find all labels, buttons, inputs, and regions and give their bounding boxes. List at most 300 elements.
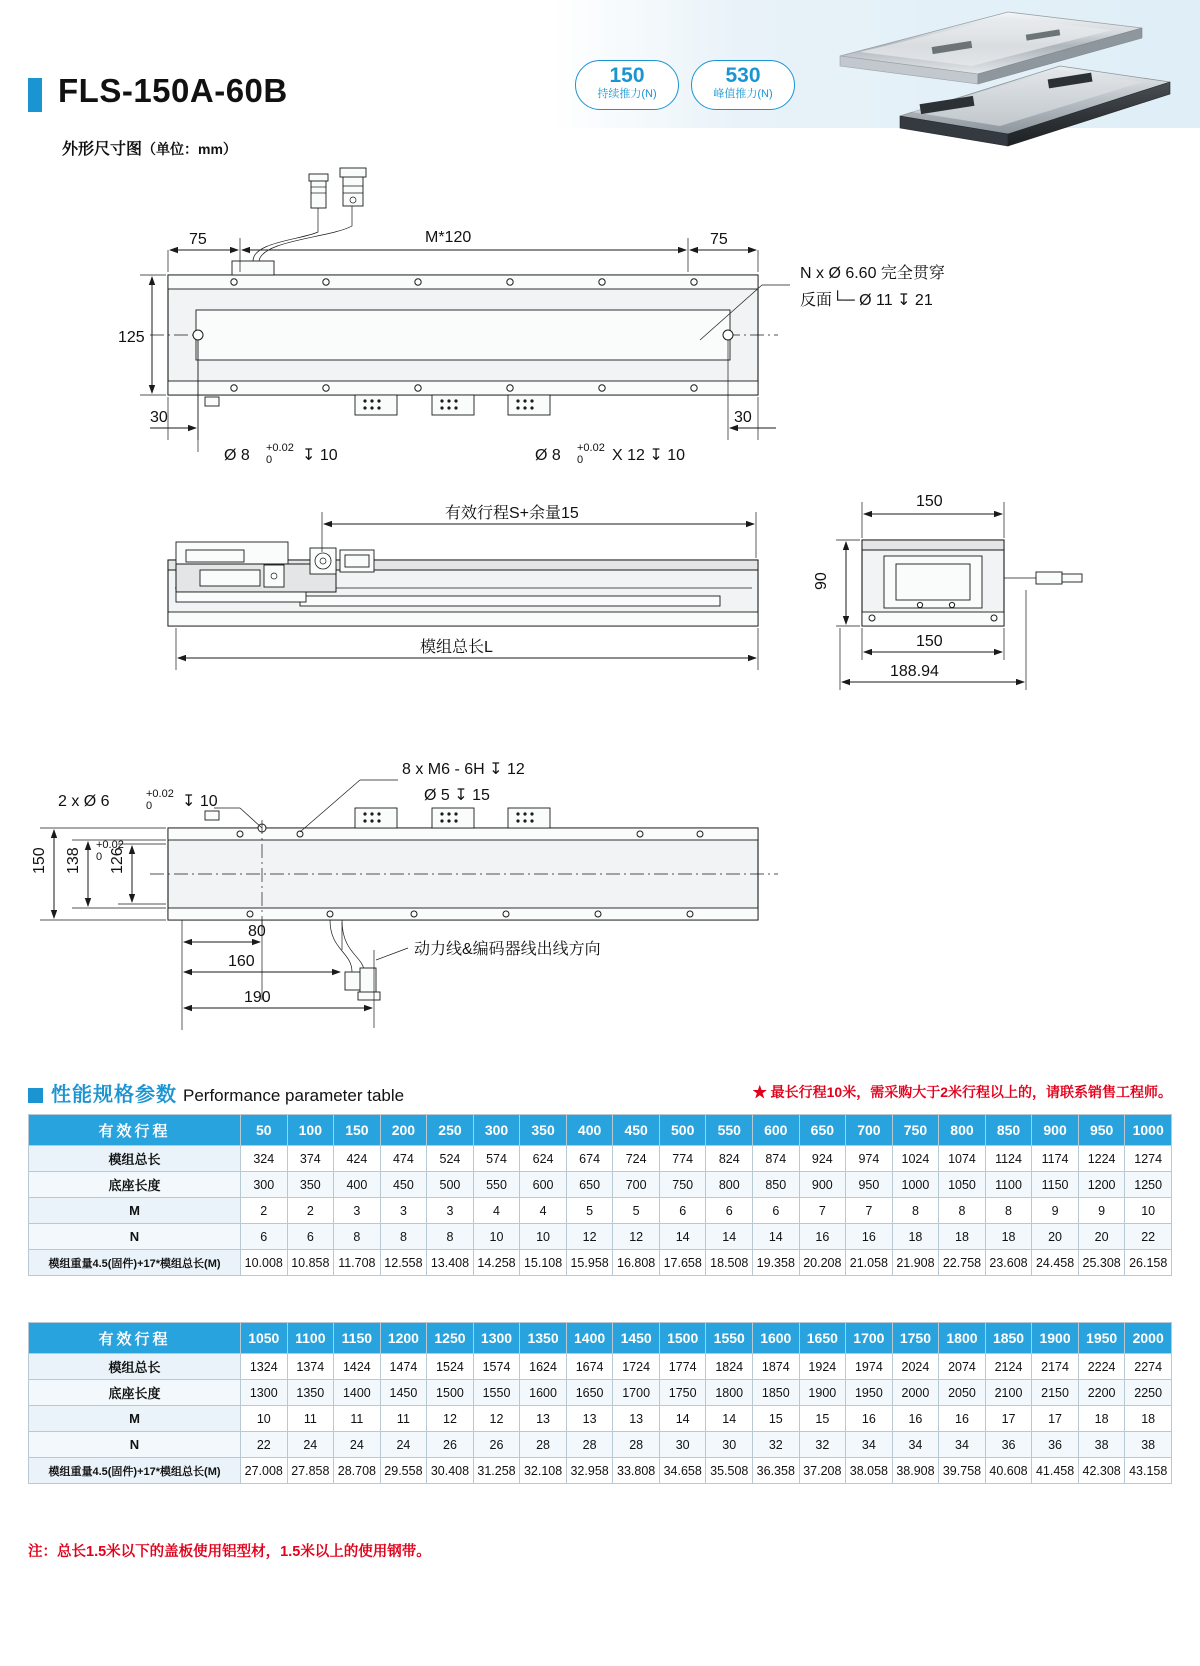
- cell: 2200: [1078, 1380, 1125, 1406]
- svg-text:+0.02: +0.02: [577, 442, 605, 454]
- cell: 10.008: [241, 1250, 288, 1276]
- cell: 324: [241, 1146, 288, 1172]
- cell: 6: [659, 1198, 706, 1224]
- cell: 1400: [334, 1380, 381, 1406]
- cell: 1300: [473, 1323, 520, 1354]
- cell: 474: [380, 1146, 427, 1172]
- cell: 13.408: [427, 1250, 474, 1276]
- cell: 12: [566, 1224, 613, 1250]
- spec-title-cn: 性能规格参数: [51, 1084, 177, 1106]
- cell: 6: [753, 1198, 800, 1224]
- cell: 2124: [985, 1354, 1032, 1380]
- cell: 1150: [1032, 1172, 1079, 1198]
- cell: 1650: [566, 1380, 613, 1406]
- cell: 14: [706, 1224, 753, 1250]
- row-label-weight: 模组重量4.5(固件)+17*模组总长(M): [29, 1458, 241, 1484]
- spec-table-2: [28, 1322, 1172, 1484]
- cell: 1474: [380, 1354, 427, 1380]
- row-label-stroke: 有效行程: [29, 1323, 241, 1354]
- cell: 1600: [520, 1380, 567, 1406]
- cell: 1924: [799, 1354, 846, 1380]
- dim-side-90: 90: [813, 572, 830, 590]
- cell: 9: [1078, 1198, 1125, 1224]
- svg-text:↧ 10: ↧ 10: [302, 447, 338, 464]
- connector-plug-2: [340, 168, 366, 206]
- cell: 28: [566, 1432, 613, 1458]
- cell: 8: [334, 1224, 381, 1250]
- cell: 1150: [334, 1323, 381, 1354]
- cell: 7: [799, 1198, 846, 1224]
- cell: 1974: [846, 1354, 893, 1380]
- cell: 200: [380, 1115, 427, 1146]
- cell: 1050: [939, 1172, 986, 1198]
- continuous-force-badge: [575, 60, 679, 110]
- cell: 10: [1125, 1198, 1172, 1224]
- row-label-base: 底座长度: [29, 1172, 241, 1198]
- cell: 16: [799, 1224, 846, 1250]
- callout-2xdia6: 2 x Ø 6: [58, 793, 110, 810]
- cell: 1450: [613, 1323, 660, 1354]
- svg-text:75: 75: [189, 231, 207, 248]
- page-title: FLS-150A-60B: [58, 72, 288, 109]
- cell: 11: [380, 1406, 427, 1432]
- callout-left-dia: Ø 8: [224, 447, 250, 464]
- cell: 14.258: [473, 1250, 520, 1276]
- cell: 800: [706, 1172, 753, 1198]
- row-label-n: N: [29, 1432, 241, 1458]
- dim-m120: M*120: [425, 229, 472, 246]
- cell: 500: [659, 1115, 706, 1146]
- svg-text:+0.02: +0.02: [146, 788, 174, 800]
- cell: 5: [566, 1198, 613, 1224]
- cell: 1200: [1078, 1172, 1125, 1198]
- spec-warning-note: ★ 最长行程10米，需采购大于2米行程以上的，请联系销售工程师。: [752, 1084, 1172, 1100]
- cell: 25.308: [1078, 1250, 1125, 1276]
- cell: 11: [287, 1406, 334, 1432]
- cell: 2024: [892, 1354, 939, 1380]
- cell: 2274: [1125, 1354, 1172, 1380]
- dim-138: 138: [65, 847, 82, 874]
- cell: 1550: [473, 1380, 520, 1406]
- cell: 3: [334, 1198, 381, 1224]
- cell: 674: [566, 1146, 613, 1172]
- table-row: [29, 1323, 1172, 1354]
- cell: 12.558: [380, 1250, 427, 1276]
- cell: 39.758: [939, 1458, 986, 1484]
- cell: 100: [287, 1115, 334, 1146]
- table-row: [29, 1250, 1172, 1276]
- cell: 36.358: [753, 1458, 800, 1484]
- cell: 874: [753, 1146, 800, 1172]
- cell: 20: [1078, 1224, 1125, 1250]
- cell: 424: [334, 1146, 381, 1172]
- cell: 1200: [380, 1323, 427, 1354]
- cell: 4: [473, 1198, 520, 1224]
- cell: 774: [659, 1146, 706, 1172]
- cell: 300: [473, 1115, 520, 1146]
- cell: 1650: [799, 1323, 846, 1354]
- cell: 28.708: [334, 1458, 381, 1484]
- cell: 1950: [1078, 1323, 1125, 1354]
- svg-text:0: 0: [577, 454, 584, 466]
- cell: 18: [939, 1224, 986, 1250]
- cell: 5: [613, 1198, 660, 1224]
- dim-80: 80: [248, 923, 266, 940]
- cell: 38.058: [846, 1458, 893, 1484]
- top-view: [118, 168, 945, 466]
- cell: 21.908: [892, 1250, 939, 1276]
- front-view-connector: [310, 548, 374, 574]
- cell: 524: [427, 1146, 474, 1172]
- dimension-drawing: [0, 160, 1200, 1050]
- cell: 2150: [1032, 1380, 1079, 1406]
- cell: 18.508: [706, 1250, 753, 1276]
- cell: 550: [706, 1115, 753, 1146]
- cell: 1700: [613, 1380, 660, 1406]
- cell: 650: [799, 1115, 846, 1146]
- cell: 1350: [287, 1380, 334, 1406]
- cell: 17.658: [659, 1250, 706, 1276]
- cell: 10: [520, 1224, 567, 1250]
- dim-effective-stroke: 有效行程S+余量15: [445, 505, 579, 522]
- row-label-m: M: [29, 1406, 241, 1432]
- cell: 450: [380, 1172, 427, 1198]
- cell: 2100: [985, 1380, 1032, 1406]
- table-row: [29, 1115, 1172, 1146]
- footer-note: 注：总长1.5米以下的盖板使用铝型材，1.5米以上的使用钢带。: [28, 1544, 431, 1560]
- cell: 6: [706, 1198, 753, 1224]
- dim-125: 125: [118, 329, 145, 346]
- connector-plug-1: [309, 174, 328, 208]
- cell: 16: [846, 1224, 893, 1250]
- cell: 1250: [427, 1323, 474, 1354]
- row-label-total: 模组总长: [29, 1354, 241, 1380]
- cell: 1300: [241, 1380, 288, 1406]
- cell: 11: [334, 1406, 381, 1432]
- svg-text:0: 0: [266, 454, 273, 466]
- cell: 750: [892, 1115, 939, 1146]
- front-view: [168, 504, 758, 670]
- cell: 37.208: [799, 1458, 846, 1484]
- cell: 2074: [939, 1354, 986, 1380]
- cell: 22: [241, 1432, 288, 1458]
- cell: 1400: [566, 1323, 613, 1354]
- cell: 26: [427, 1432, 474, 1458]
- cell: 2050: [939, 1380, 986, 1406]
- cell: 3: [427, 1198, 474, 1224]
- cell: 250: [427, 1115, 474, 1146]
- cell: 36: [985, 1432, 1032, 1458]
- cell: 1524: [427, 1354, 474, 1380]
- bottom-view: [31, 761, 778, 1030]
- cell: 28: [613, 1432, 660, 1458]
- cell: 650: [566, 1172, 613, 1198]
- cell: 2: [241, 1198, 288, 1224]
- cell: 6: [241, 1224, 288, 1250]
- cell: 1050: [241, 1323, 288, 1354]
- spec-section-heading: [28, 1078, 404, 1107]
- cell: 32: [753, 1432, 800, 1458]
- cell: 1724: [613, 1354, 660, 1380]
- cell: 43.158: [1125, 1458, 1172, 1484]
- cell: 30: [706, 1432, 753, 1458]
- cell: 7: [846, 1198, 893, 1224]
- cell: 374: [287, 1146, 334, 1172]
- cell: 800: [939, 1115, 986, 1146]
- cell: 24: [287, 1432, 334, 1458]
- svg-text:X 12 ↧ 10: X 12 ↧ 10: [612, 447, 686, 464]
- cell: 724: [613, 1146, 660, 1172]
- table-row: [29, 1198, 1172, 1224]
- cell: 29.558: [380, 1458, 427, 1484]
- cell: 1874: [753, 1354, 800, 1380]
- peak-force-badge: [691, 60, 795, 110]
- cell: 30.408: [427, 1458, 474, 1484]
- cell: 3: [380, 1198, 427, 1224]
- cell: 20.208: [799, 1250, 846, 1276]
- cell: 1900: [799, 1380, 846, 1406]
- cell: 20: [1032, 1224, 1079, 1250]
- cell: 9: [1032, 1198, 1079, 1224]
- cell: 14: [753, 1224, 800, 1250]
- svg-text:0: 0: [146, 800, 153, 812]
- cell: 350: [287, 1172, 334, 1198]
- cell: 26.158: [1125, 1250, 1172, 1276]
- dim-138-tol-up: +0.02: [96, 839, 124, 851]
- product-photo: [812, 4, 1184, 152]
- cell: 1800: [939, 1323, 986, 1354]
- cell: 26: [473, 1432, 520, 1458]
- cell: 1224: [1078, 1146, 1125, 1172]
- cell: 1274: [1125, 1146, 1172, 1172]
- dim-side-18894: 188.94: [890, 663, 939, 680]
- continuous-force-label: 持续推力(N): [597, 88, 657, 100]
- cell: 38: [1078, 1432, 1125, 1458]
- cell: 2250: [1125, 1380, 1172, 1406]
- table-row: [29, 1458, 1172, 1484]
- spec-square-icon: [28, 1088, 43, 1103]
- cell: 900: [799, 1172, 846, 1198]
- svg-text:↧ 10: ↧ 10: [182, 793, 218, 810]
- cell: 2174: [1032, 1354, 1079, 1380]
- cell: 16: [939, 1406, 986, 1432]
- cell: 32.108: [520, 1458, 567, 1484]
- cell: 1024: [892, 1146, 939, 1172]
- dim-total-length: 模组总长L: [420, 639, 493, 656]
- cell: 34: [892, 1432, 939, 1458]
- cell: 500: [427, 1172, 474, 1198]
- cell: 1624: [520, 1354, 567, 1380]
- cell: 1750: [659, 1380, 706, 1406]
- cell: 38.908: [892, 1458, 939, 1484]
- table-row: [29, 1380, 1172, 1406]
- cell: 1000: [892, 1172, 939, 1198]
- cell: 2224: [1078, 1354, 1125, 1380]
- svg-text:+0.02: +0.02: [266, 442, 294, 454]
- dim-126: 126: [109, 847, 126, 874]
- cell: 10: [241, 1406, 288, 1432]
- cell: 12: [473, 1406, 520, 1432]
- cell: 900: [1032, 1115, 1079, 1146]
- cell: 2000: [1125, 1323, 1172, 1354]
- cell: 850: [985, 1115, 1032, 1146]
- cell: 2000: [892, 1380, 939, 1406]
- cell: 624: [520, 1146, 567, 1172]
- cell: 12: [613, 1224, 660, 1250]
- note-cable-direction: 动力线&编码器线出线方向: [414, 941, 601, 958]
- cell: 1124: [985, 1146, 1032, 1172]
- cell: 850: [753, 1172, 800, 1198]
- cell: 14: [659, 1224, 706, 1250]
- cell: 34: [939, 1432, 986, 1458]
- cell: 1574: [473, 1354, 520, 1380]
- table-row: [29, 1172, 1172, 1198]
- cell: 1950: [846, 1380, 893, 1406]
- cell: 8: [427, 1224, 474, 1250]
- cell: 27.008: [241, 1458, 288, 1484]
- cell: 33.808: [613, 1458, 660, 1484]
- cell: 150: [334, 1115, 381, 1146]
- cell: 11.708: [334, 1250, 381, 1276]
- cell: 1700: [846, 1323, 893, 1354]
- spec-table-1: [28, 1114, 1172, 1276]
- callout-thread-dia5: Ø 5 ↧ 15: [424, 787, 490, 804]
- cell: 1324: [241, 1354, 288, 1380]
- drawing-subtitle-unit: （单位：mm）: [142, 141, 237, 157]
- cell: 24: [334, 1432, 381, 1458]
- cell: 27.858: [287, 1458, 334, 1484]
- drawing-subtitle: [62, 136, 237, 159]
- cell: 24: [380, 1432, 427, 1458]
- row-label-total: 模组总长: [29, 1146, 241, 1172]
- cell: 13: [566, 1406, 613, 1432]
- svg-text:75: 75: [710, 231, 728, 248]
- peak-force-value: 530: [725, 64, 761, 87]
- cell: 28: [520, 1432, 567, 1458]
- cell: 1850: [753, 1380, 800, 1406]
- peak-force-label: 峰值推力(N): [713, 88, 773, 100]
- cell: 1374: [287, 1354, 334, 1380]
- cell: 1800: [706, 1380, 753, 1406]
- cell: 750: [659, 1172, 706, 1198]
- dim-190: 190: [244, 989, 271, 1006]
- dim-160: 160: [228, 953, 255, 970]
- cell: 1774: [659, 1354, 706, 1380]
- cell: 41.458: [1032, 1458, 1079, 1484]
- cell: 18: [1078, 1406, 1125, 1432]
- cell: 15: [753, 1406, 800, 1432]
- dim-138-tol-dn: 0: [96, 851, 103, 863]
- cell: 1550: [706, 1323, 753, 1354]
- cell: 40.608: [985, 1458, 1032, 1484]
- cell: 1450: [380, 1380, 427, 1406]
- cell: 31.258: [473, 1458, 520, 1484]
- cell: 1074: [939, 1146, 986, 1172]
- cell: 2: [287, 1198, 334, 1224]
- cell: 17: [985, 1406, 1032, 1432]
- cell: 14: [659, 1406, 706, 1432]
- cell: 32.958: [566, 1458, 613, 1484]
- cell: 1100: [287, 1323, 334, 1354]
- cell: 12: [427, 1406, 474, 1432]
- cell: 34: [846, 1432, 893, 1458]
- cell: 15: [799, 1406, 846, 1432]
- cell: 10.858: [287, 1250, 334, 1276]
- cell: 1900: [1032, 1323, 1079, 1354]
- cell: 18: [985, 1224, 1032, 1250]
- row-label-weight: 模组重量4.5(固件)+17*模组总长(M): [29, 1250, 241, 1276]
- cell: 22.758: [939, 1250, 986, 1276]
- cell: 15.958: [566, 1250, 613, 1276]
- dim-30-right: 30: [734, 409, 752, 426]
- cell: 8: [892, 1198, 939, 1224]
- cell: 600: [753, 1115, 800, 1146]
- row-label-m: M: [29, 1198, 241, 1224]
- table-row: [29, 1406, 1172, 1432]
- table-row: [29, 1354, 1172, 1380]
- cell: 8: [939, 1198, 986, 1224]
- note-hole-counterbore: 反面└─ Ø 11 ↧ 21: [800, 292, 933, 309]
- row-label-n: N: [29, 1224, 241, 1250]
- row-label-stroke: 有效行程: [29, 1115, 241, 1146]
- cell: 400: [566, 1115, 613, 1146]
- callout-thread-m6: 8 x M6 - 6H ↧ 12: [402, 761, 525, 778]
- cell: 42.308: [1078, 1458, 1125, 1484]
- cell: 950: [846, 1172, 893, 1198]
- cell: 16: [892, 1406, 939, 1432]
- cell: 700: [846, 1115, 893, 1146]
- cell: 32: [799, 1432, 846, 1458]
- page-header: [0, 0, 1200, 158]
- cell: 35.508: [706, 1458, 753, 1484]
- cell: 450: [613, 1115, 660, 1146]
- dim-30-left: 30: [150, 409, 168, 426]
- cell: 350: [520, 1115, 567, 1146]
- row-label-base: 底座长度: [29, 1380, 241, 1406]
- cell: 1250: [1125, 1172, 1172, 1198]
- cell: 13: [613, 1406, 660, 1432]
- side-view: [813, 493, 1082, 690]
- cell: 17: [1032, 1406, 1079, 1432]
- cell: 700: [613, 1172, 660, 1198]
- cell: 50: [241, 1115, 288, 1146]
- cell: 924: [799, 1146, 846, 1172]
- cell: 300: [241, 1172, 288, 1198]
- cell: 10: [473, 1224, 520, 1250]
- drawing-subtitle-cn: 外形尺寸图: [62, 141, 143, 158]
- cell: 8: [380, 1224, 427, 1250]
- cell: 1424: [334, 1354, 381, 1380]
- dim-150: 150: [31, 847, 48, 874]
- cell: 1850: [985, 1323, 1032, 1354]
- title-accent-bar: [28, 78, 42, 112]
- cell: 15.108: [520, 1250, 567, 1276]
- cell: 34.658: [659, 1458, 706, 1484]
- cell: 1000: [1125, 1115, 1172, 1146]
- cell: 21.058: [846, 1250, 893, 1276]
- cell: 24.458: [1032, 1250, 1079, 1276]
- cell: 1500: [659, 1323, 706, 1354]
- cell: 574: [473, 1146, 520, 1172]
- cell: 1750: [892, 1323, 939, 1354]
- cell: 1824: [706, 1354, 753, 1380]
- cell: 550: [473, 1172, 520, 1198]
- cell: 23.608: [985, 1250, 1032, 1276]
- cell: 16.808: [613, 1250, 660, 1276]
- cell: 6: [287, 1224, 334, 1250]
- force-spec-group: [575, 60, 815, 112]
- cell: 1100: [985, 1172, 1032, 1198]
